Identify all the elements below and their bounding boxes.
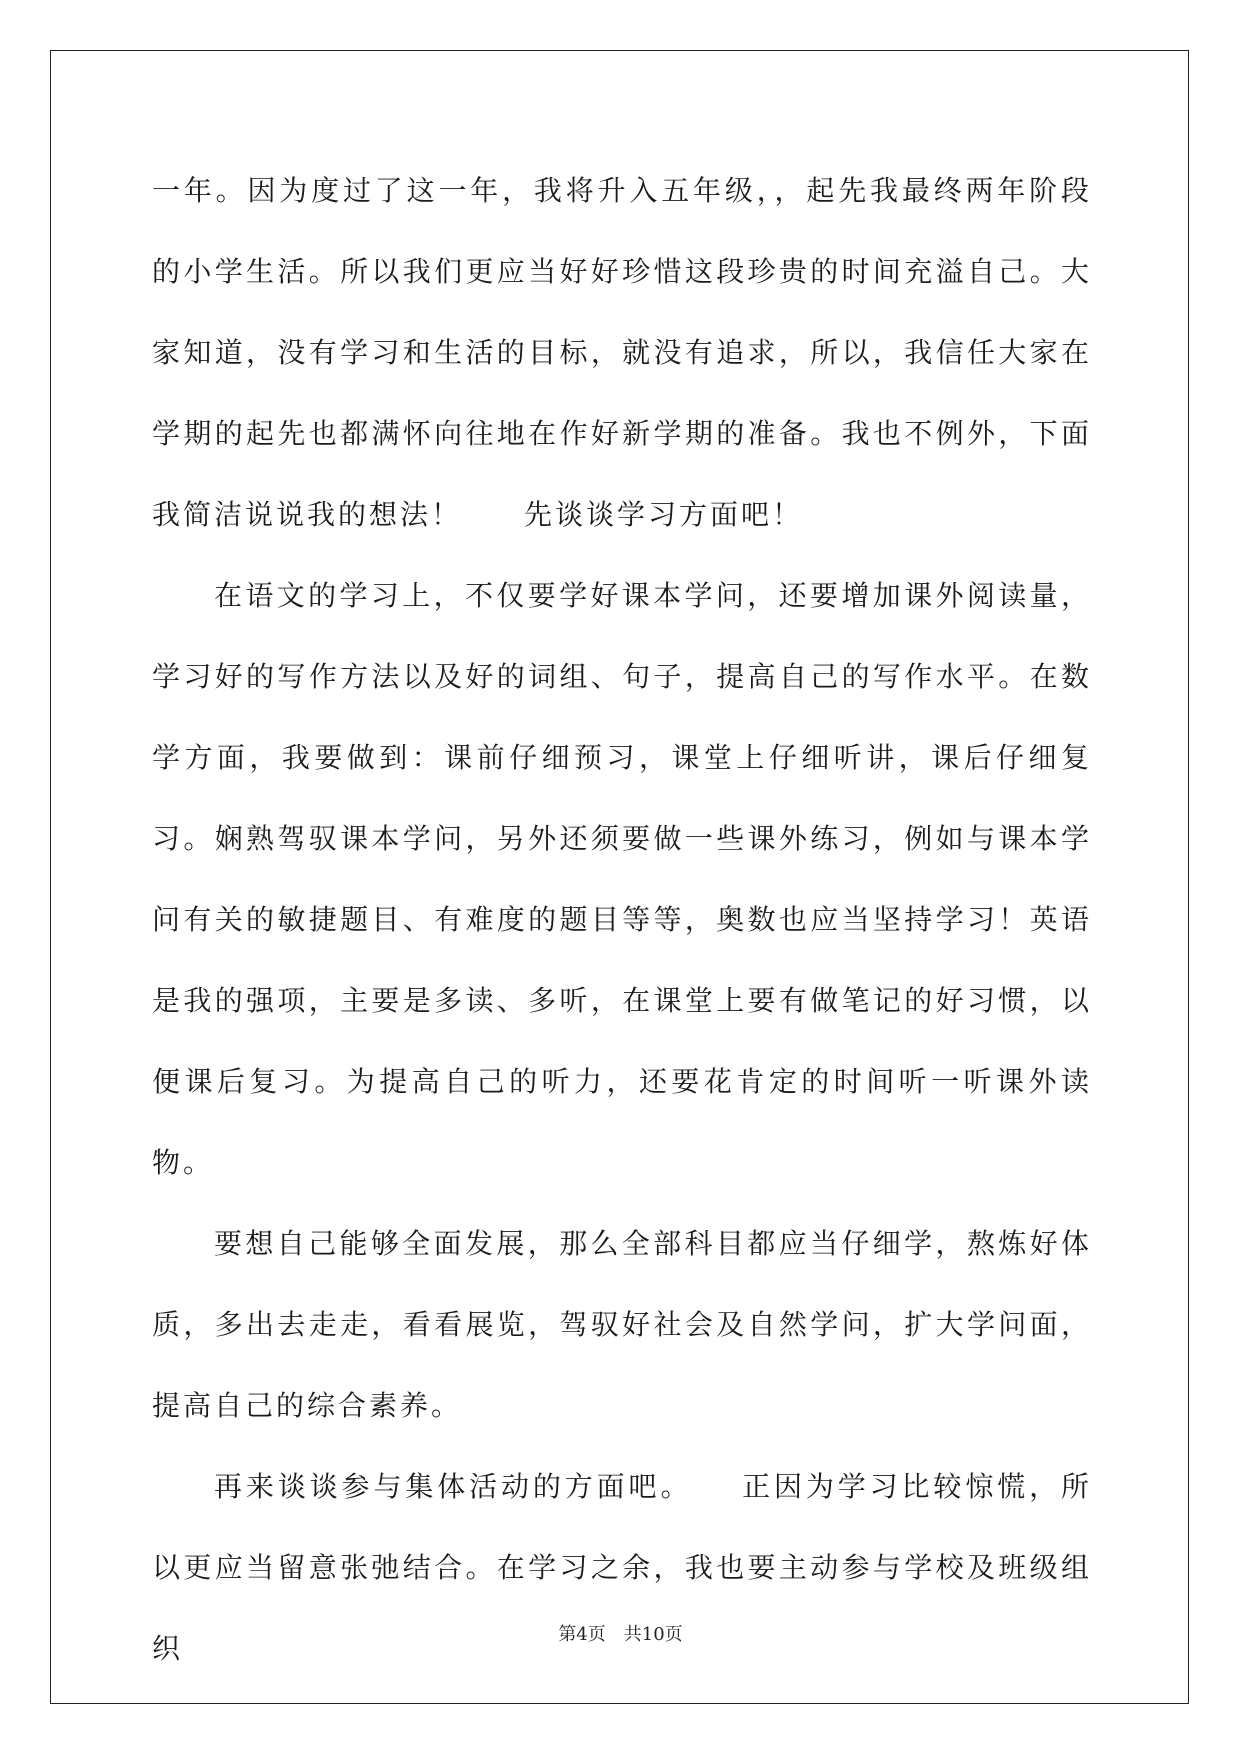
page-number: 第4页 共10页	[558, 1624, 683, 1645]
document-body	[152, 150, 1092, 1689]
paragraph-3: 要想自己能够全面发展，那么全部科目都应当仔细学，熬炼好体质，多出去走走，看看展览，驾驭好社会及自然学问，扩大学问面，提高自己的综合素养。	[152, 1227, 1092, 1422]
paragraph-1: 一年。因为度过了这一年，我将升入五年级，，起先我最终两年阶段的小学生活。所以我们更应当好好珍惜这段珍贵的时间充溢自己。大家知道，没有学习和生活的目标，就没有追求，所以，我信任大家在学期的起先也都满怀向往地在作好新学期的准备。我也不例外，下面我简洁说说我的想法！ 先谈谈学习方面吧！	[152, 174, 1092, 531]
paragraph-4: 再来谈谈参与集体活动的方面吧。 正因为学习比较惊慌，所以更应当留意张弛结合。在学习之余，我也要主动参与学校及班级组织	[152, 1470, 1092, 1665]
paragraph-2: 在语文的学习上，不仅要学好课本学问，还要增加课外阅读量，学习好的写作方法以及好的词组、句子，提高自己的写作水平。在数学方面，我要做到：课前仔细预习，课堂上仔细听讲，课后仔细复习。娴熟驾驭课本学问，另外还须要做一些课外练习，例如与课本学问有关的敏捷题目、有难度的题目等等，奥数也应当坚持学习！英语是我的强项，主要是多读、多听，在课堂上要有做笔记的好习惯，以便课后复习。为提高自己的听力，还要花肯定的时间听一听课外读物。	[152, 579, 1092, 1179]
